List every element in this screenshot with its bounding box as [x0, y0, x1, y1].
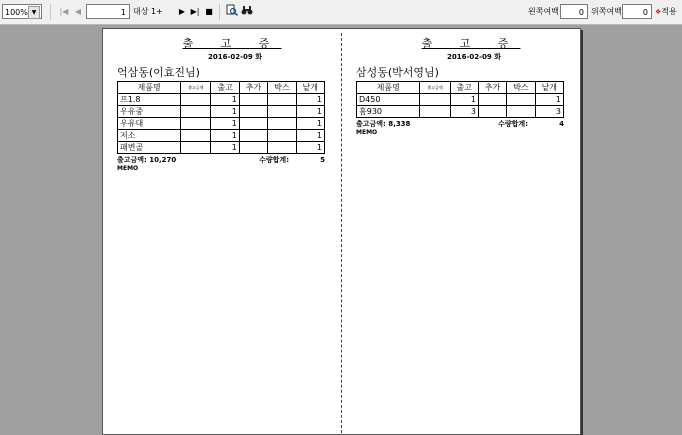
cell-product: 패변골: [118, 142, 181, 154]
binoculars-icon[interactable]: [241, 4, 253, 19]
cell-amount: [181, 130, 211, 142]
cell-extra: [478, 106, 506, 118]
cell-out: 1: [211, 142, 239, 154]
cell-box: [268, 130, 296, 142]
cell-box: [507, 94, 535, 106]
total-qty-value: 4: [559, 120, 564, 128]
items-table: [356, 81, 564, 118]
cell-box: [268, 142, 296, 154]
stop-button[interactable]: ■: [205, 7, 213, 16]
cell-product: D450: [357, 94, 420, 106]
memo-label: MEMO: [356, 129, 378, 136]
col-header: 출고: [450, 82, 478, 94]
page-count-label: 대상 1+: [133, 7, 163, 16]
cell-amount: [420, 94, 450, 106]
col-header: 추가: [478, 82, 506, 94]
cell-out: 1: [211, 106, 239, 118]
zoom-select[interactable]: [2, 4, 42, 19]
col-header: 낱개: [296, 82, 324, 94]
cell-extra: [478, 94, 506, 106]
cell-unit: 1: [535, 94, 563, 106]
total-qty: [498, 119, 564, 129]
cell-product: 저소: [118, 130, 181, 142]
cell-extra: [239, 94, 267, 106]
col-header: 제품명: [357, 82, 420, 94]
next-page-button[interactable]: ▶: [178, 7, 186, 16]
cell-out: 1: [211, 130, 239, 142]
table-row: [118, 118, 325, 130]
slip-title: 출 고 증: [182, 37, 282, 50]
cell-box: [507, 106, 535, 118]
slip-footer: [356, 119, 564, 129]
cell-amount: [420, 106, 450, 118]
total-qty-value: 5: [320, 156, 325, 164]
cell-amount: [181, 106, 211, 118]
top-margin-label: 위쪽여백: [591, 7, 622, 16]
items-table: [117, 81, 325, 154]
cell-unit: 1: [296, 94, 324, 106]
total-qty-label: 수량합계:: [498, 120, 528, 128]
slip-title: 출 고 증: [421, 37, 521, 50]
table-row: [118, 94, 325, 106]
slip-footer: [117, 155, 325, 165]
prev-page-button[interactable]: ◀: [74, 7, 82, 16]
chevron-down-icon[interactable]: ▼: [28, 6, 40, 19]
slip-date: 2016-02-09 화: [208, 53, 262, 61]
col-header: 박스: [507, 82, 535, 94]
col-header: 출고금액: [420, 82, 450, 94]
apply-icon: ❖: [655, 8, 662, 16]
zoom-value: 100%: [5, 8, 28, 17]
cell-box: [268, 106, 296, 118]
cell-amount: [181, 118, 211, 130]
slip-date: 2016-02-09 화: [447, 53, 501, 61]
cell-unit: 1: [296, 118, 324, 130]
table-row: [357, 106, 564, 118]
total-amount: 출고금액: 10,270: [117, 156, 177, 164]
col-header: 박스: [268, 82, 296, 94]
cell-box: [268, 118, 296, 130]
cell-product: 프1.8: [118, 94, 181, 106]
toolbar-separator: [50, 4, 51, 20]
report-page: [102, 28, 581, 435]
cell-out: 1: [211, 94, 239, 106]
page-number-input[interactable]: 1: [86, 4, 130, 19]
cell-extra: [239, 118, 267, 130]
cell-box: [268, 94, 296, 106]
col-header: 낱개: [535, 82, 563, 94]
cell-out: 3: [450, 106, 478, 118]
apply-button[interactable]: [655, 4, 677, 19]
cell-extra: [239, 106, 267, 118]
total-qty-label: 수량합계:: [259, 156, 289, 164]
table-row: [357, 94, 564, 106]
table-row: [118, 142, 325, 154]
page-divider: [341, 33, 342, 433]
cell-product: 우유대: [118, 118, 181, 130]
delivery-slip-left: [117, 35, 337, 172]
memo-label: MEMO: [117, 165, 139, 172]
toolbar-separator: [219, 4, 220, 20]
cell-unit: 1: [296, 130, 324, 142]
cell-out: 1: [450, 94, 478, 106]
total-qty: [259, 155, 325, 165]
cell-unit: 1: [296, 106, 324, 118]
col-header: 출고: [211, 82, 239, 94]
cell-extra: [239, 142, 267, 154]
table-row: [118, 130, 325, 142]
first-page-button[interactable]: |◀: [59, 7, 69, 16]
cell-out: 1: [211, 118, 239, 130]
col-header: 추가: [239, 82, 267, 94]
last-page-button[interactable]: ▶|: [190, 7, 200, 16]
cell-product: 우유중: [118, 106, 181, 118]
cell-amount: [181, 94, 211, 106]
total-amount: 출고금액: 8,338: [356, 120, 411, 128]
left-margin-label: 왼쪽여백: [528, 7, 559, 16]
preview-toolbar: [0, 0, 682, 25]
left-margin-input[interactable]: 0: [560, 4, 588, 19]
customer-name: 삼성동(박서영님): [356, 66, 439, 79]
col-header: 출고금액: [181, 82, 211, 94]
print-preview-icon[interactable]: [226, 4, 238, 19]
delivery-slip-right: [356, 35, 576, 136]
apply-label: 적용: [661, 7, 677, 16]
col-header: 제품명: [118, 82, 181, 94]
cell-amount: [181, 142, 211, 154]
cell-product: 홈930: [357, 106, 420, 118]
customer-name: 억삼동(이효진님): [117, 66, 200, 79]
cell-extra: [239, 130, 267, 142]
cell-unit: 3: [535, 106, 563, 118]
top-margin-input[interactable]: 0: [622, 4, 652, 19]
cell-unit: 1: [296, 142, 324, 154]
table-row: [118, 106, 325, 118]
